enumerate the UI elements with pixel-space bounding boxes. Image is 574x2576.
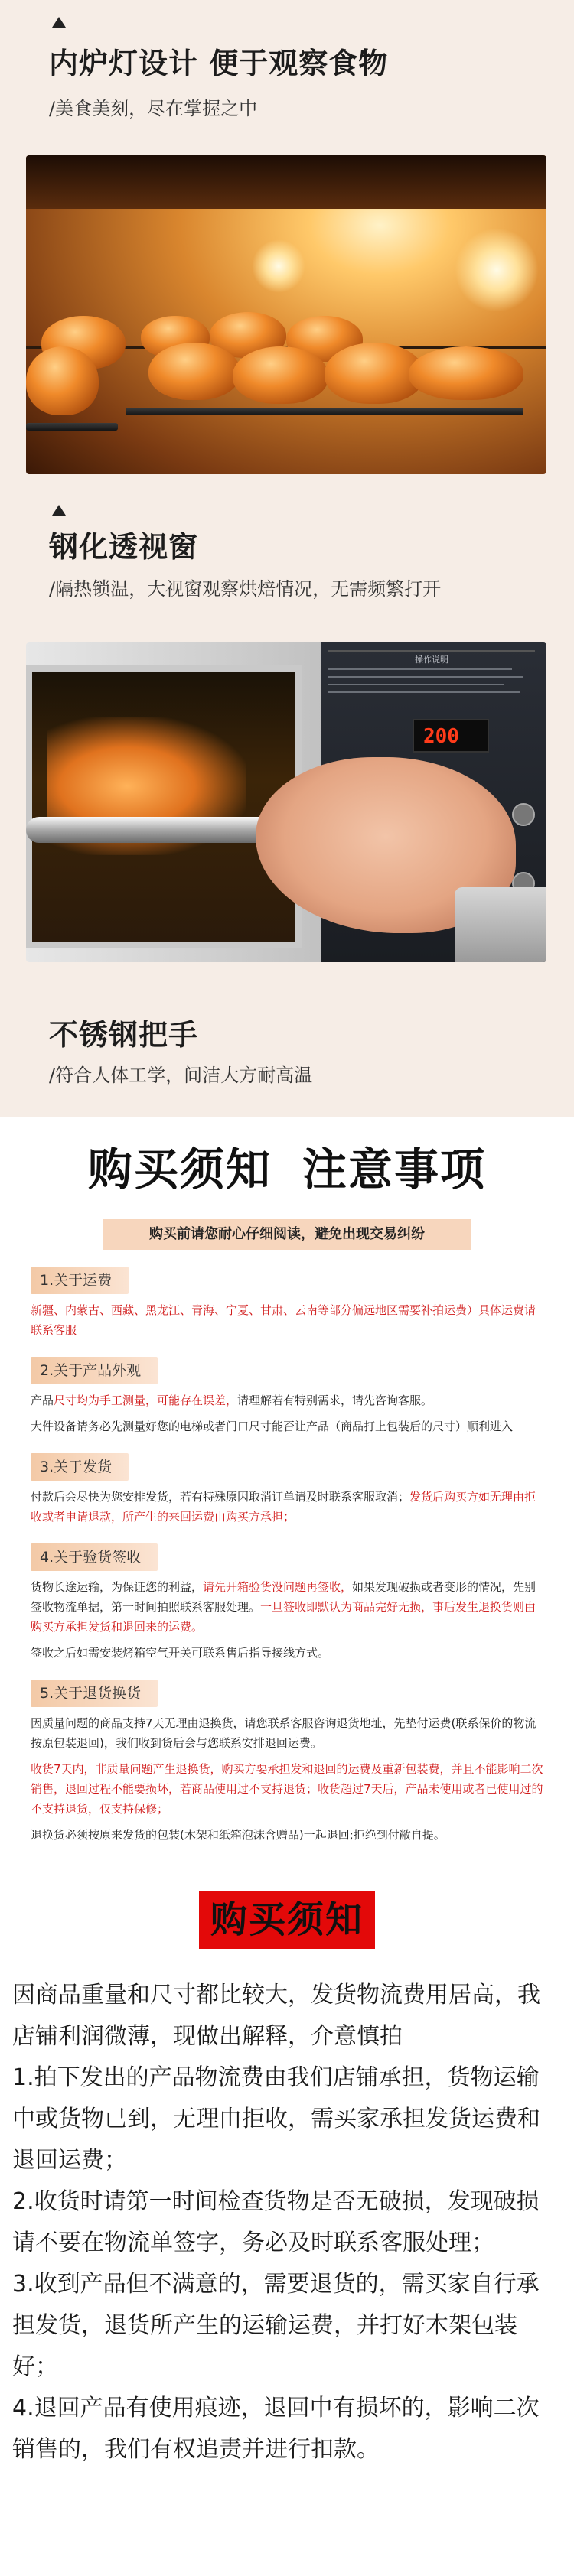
triangle-marker-icon	[52, 505, 66, 516]
panel-instructions	[328, 650, 535, 696]
section-paragraph	[31, 1825, 543, 1845]
section-tag: 5.关于退货换货	[31, 1680, 158, 1707]
notice-section	[31, 1680, 543, 1845]
sleeve	[455, 887, 546, 962]
purchase-notice	[0, 1117, 574, 2501]
control-knob	[512, 803, 535, 826]
notice-sections	[0, 1267, 574, 1845]
panel-text-line	[328, 684, 504, 685]
section-paragraph	[31, 1759, 543, 1819]
highlighted-text: 请先开箱验货没问题再签收，	[203, 1580, 353, 1594]
features-section	[0, 0, 574, 1117]
bottom-title: 购买须知	[199, 1891, 375, 1949]
feature-title: 钢化透视窗	[49, 530, 199, 564]
section-tag: 4.关于验货签收	[31, 1543, 158, 1571]
feature-subtitle: /符合人体工学，间洁大方耐高温	[49, 1065, 313, 1086]
panel-text-line	[328, 668, 512, 670]
body-text: 付款后会尽快为您安排发货，若有特殊原因取消订单请及时联系客服取消；	[31, 1490, 410, 1504]
baking-tray	[26, 423, 118, 431]
highlighted-text: 一旦签收即默认为商品完好无损，事后发生退换货则由购买方承担发货和退回来的运费。	[31, 1600, 536, 1634]
body-text: 货物长途运输，为保证您的利益，	[31, 1580, 204, 1594]
feature-subtitle: /隔热锁温，大视窗观察烘焙情况，无需频繁打开	[49, 578, 442, 600]
panel-heading: 操作说明	[415, 655, 448, 665]
highlighted-text: 收货7天内，非质量问题产生退换货，购买方要承担发和退回的运费及重新包装费，并且不能影响二次销售，退回过程不能要损坏，若商品使用过不支持退货；收货超过7天后，产品未使用或者已使用过的不支持退货，仅支持保修；	[31, 1762, 543, 1816]
oven-interior-photo	[26, 155, 546, 474]
panel-text-line	[328, 676, 523, 678]
bottom-paragraph: 2.收货时请第一时间检查货物是否无破损，发现破损请不要在物流单签字，务必及时联系客服处理；	[12, 2188, 540, 2256]
section-paragraph	[31, 1416, 543, 1436]
section-tag: 3.关于发货	[31, 1453, 129, 1481]
section-paragraph	[31, 1713, 543, 1753]
bread-bun	[26, 346, 99, 415]
oven-ceiling	[26, 155, 546, 209]
feature-subtitle: /美食美刻，尽在掌握之中	[49, 98, 258, 119]
body-text: 产品	[31, 1394, 54, 1407]
bottom-paragraph: 3.收到产品但不满意的，需要退货的，需买家自行承担发货，退货所产生的运输运费，并打好木架包装好；	[12, 2271, 540, 2380]
highlighted-text: 新疆、内蒙古、西藏、黑龙江、青海、宁夏、甘肃、云南等部分偏远地区需要补拍运费）具体运费请联系客服	[31, 1303, 536, 1337]
section-paragraph	[31, 1487, 543, 1527]
oven-lamp	[455, 228, 539, 312]
bread-bun	[409, 346, 523, 400]
bread-bun	[233, 346, 328, 404]
panel-text-line	[328, 691, 520, 693]
section-tag: 2.关于产品外观	[31, 1357, 158, 1384]
notice-intro: 购买前请您耐心仔细阅读，避免出现交易纠纷	[103, 1219, 471, 1250]
notice-section	[31, 1543, 543, 1663]
body-text: 请理解若有特别需求，请先咨询客服。	[237, 1394, 433, 1407]
bottom-paragraph: 1.拍下发出的产品物流费由我们店铺承担，货物运输中或货物已到，无理由拒收，需买家承担发货运费和退回运费；	[12, 2064, 540, 2174]
highlighted-text: 尺寸均为手工测量，可能存在误差，	[54, 1394, 238, 1407]
notice-section	[31, 1453, 543, 1527]
bottom-body	[12, 1975, 556, 2470]
section-paragraph	[31, 1390, 543, 1410]
body-text: 因质量问题的商品支持7天无理由退换货，请您联系客服咨询退货地址，先垫付运费(联系保价的物流按原包装退回)，我们收到货后会与您联系安排退回运费。	[31, 1716, 536, 1750]
notice-title-right: 注意事项	[302, 1143, 487, 1195]
section-paragraph	[31, 1577, 543, 1637]
triangle-marker-icon	[52, 17, 66, 28]
bottom-paragraph: 4.退回产品有使用痕迹，退回中有损坏的，影响二次销售的，我们有权追责并进行扣款。	[12, 2395, 540, 2463]
bottom-paragraph: 因商品重量和尺寸都比较大，发货物流费用居高，我店铺利润微薄，现做出解释，介意慎拍	[12, 1982, 540, 2050]
glass-window-photo	[26, 642, 546, 962]
bread-bun	[148, 343, 240, 400]
oven-glass-window	[26, 665, 302, 948]
display-digits: 200	[423, 725, 459, 748]
highlighted-text: 发货后购买方如无理由拒收或者申请退款，所产生的来回运费由购买方承担；	[31, 1490, 536, 1524]
oven-lamp	[252, 239, 305, 293]
temperature-display	[413, 719, 489, 753]
section-tag: 1.关于运费	[31, 1267, 129, 1294]
body-text: 退换货必须按原来发货的包装(木架和纸箱泡沫含赠品)一起退回;拒绝到付敝自提。	[31, 1828, 445, 1842]
baking-tray	[126, 408, 523, 415]
section-paragraph	[31, 1643, 543, 1663]
feature-title: 内炉灯设计 便于观察食物	[49, 47, 389, 80]
body-text: 大件设备请务必先测量好您的电梯或者门口尺寸能否让产品（商品打上包装后的尺寸）顺利进入	[31, 1420, 514, 1433]
notice-heading	[0, 1117, 574, 1198]
notice-section	[31, 1357, 543, 1436]
section-paragraph	[31, 1300, 543, 1340]
body-text: 签收之后如需安装烤箱空气开关可联系售后指导接线方式。	[31, 1646, 330, 1660]
body-text: 如果发现破损或者变形的情况，先别签收物流单据，第一时间拍照联系客服处理。	[31, 1580, 536, 1614]
feature-title: 不锈钢把手	[49, 1018, 199, 1052]
notice-section	[31, 1267, 543, 1340]
notice-title-left: 购买须知	[87, 1143, 272, 1195]
